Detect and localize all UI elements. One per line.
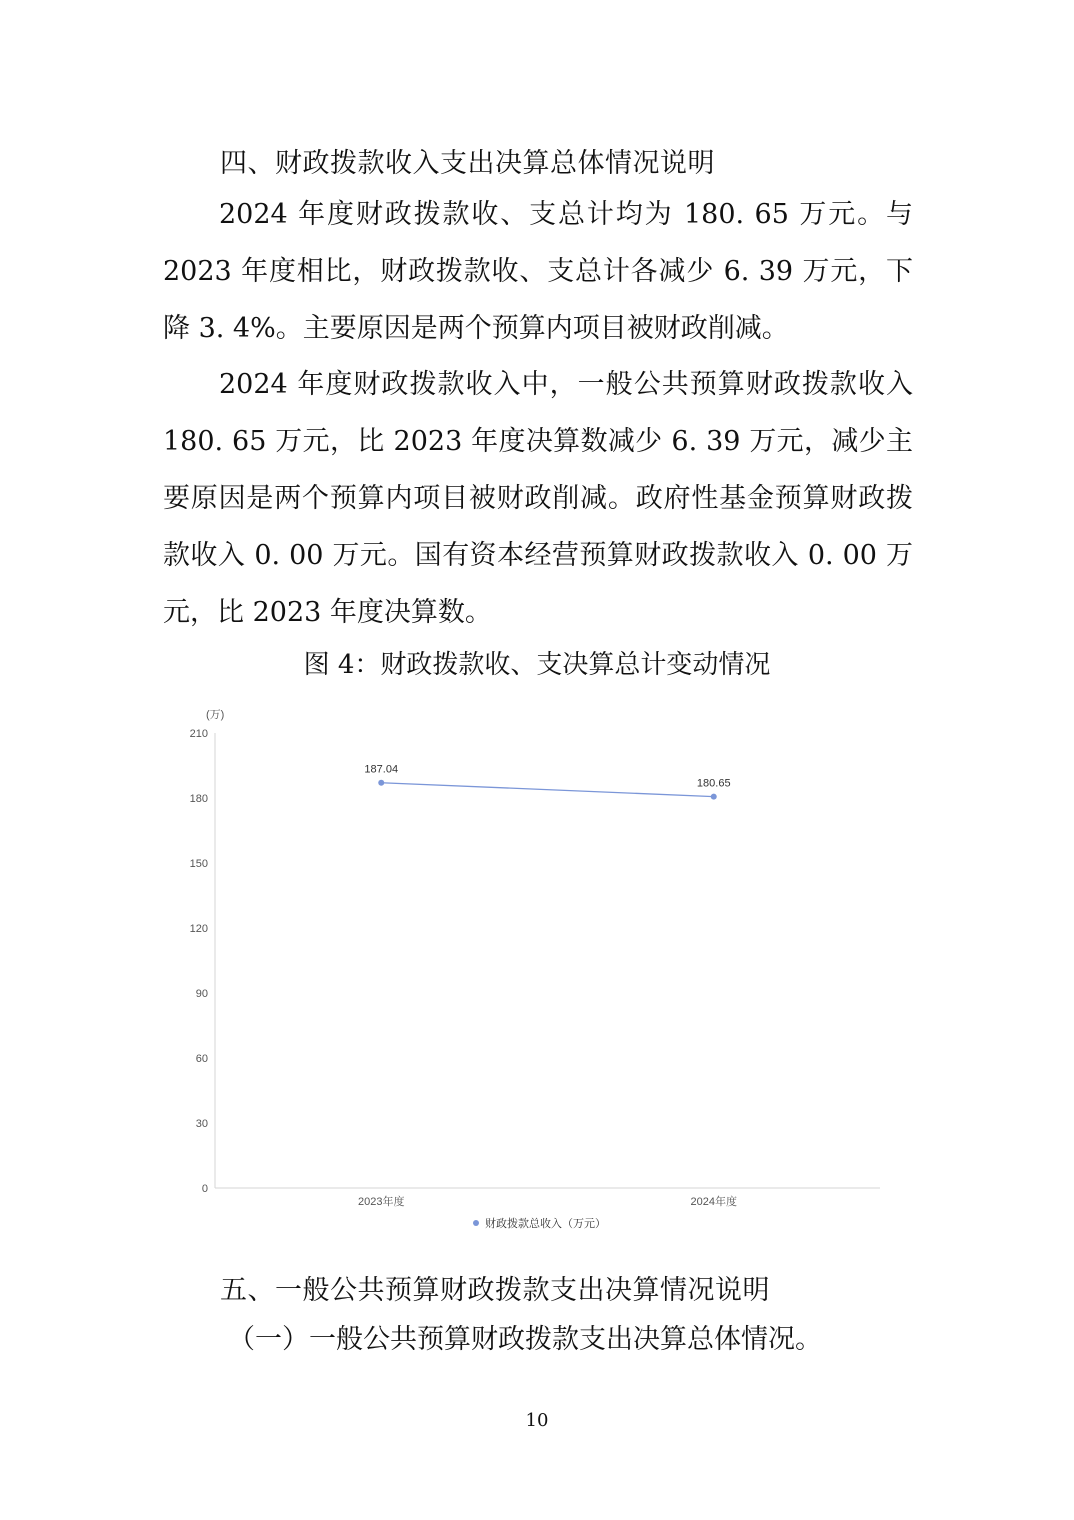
section-4-heading: 四、财政拨款收入支出决算总体情况说明 [220, 148, 715, 179]
legend-marker [473, 1220, 479, 1226]
series-line-group [364, 764, 730, 800]
chart-gridlines [215, 733, 880, 1188]
paragraph-1-text: 2024 年度财政拨款收、支总计均为 180. 65 万元。与 2023 年度相比，财政拨款收、支总计各减少 6. 39 万元，下降 3. 4%。主要原因是两个预算内项目被财政削减。 [163, 199, 913, 344]
data-label: 187.04 [364, 763, 399, 776]
x-tick-label: 2024年度 [690, 1196, 737, 1208]
y-tick-label: 0 [201, 1183, 208, 1195]
y-tick-label: 90 [195, 988, 208, 1000]
y-tick-label: 120 [189, 923, 208, 935]
figure-caption: 图 4：财政拨款收、支决算总计变动情况 [303, 650, 771, 680]
y-axis-unit-label: (万) [206, 709, 225, 721]
y-tick-label: 30 [195, 1118, 208, 1130]
x-axis-ticks [358, 1194, 737, 1208]
legend-label: 财政拨款总收入（万元） [485, 1218, 606, 1230]
paragraph-2-text: 2024 年度财政拨款收入中，一般公共预算财政拨款收入 180. 65 万元，比 2023 年度决算数减少 6. 39 万元，减少主要原因是两个预算内项目被财政削减。政府性基金预算财政拨款收入 0. 00 万元。国有资本经营预算财政拨款收入 0. 00 万元，比 2023 年度决算数。 [163, 369, 913, 628]
line-chart [160, 695, 920, 1240]
y-tick-label: 180 [189, 793, 208, 805]
data-label: 180.65 [696, 777, 731, 790]
y-axis-ticks [190, 728, 208, 1195]
y-tick-label: 210 [189, 728, 208, 740]
y-tick-label: 150 [189, 858, 208, 870]
data-point [711, 794, 717, 800]
y-tick-label: 60 [195, 1053, 208, 1065]
series-line [381, 783, 714, 797]
x-tick-label: 2023年度 [358, 1196, 405, 1208]
chart-legend [473, 1216, 606, 1230]
section-5-subheading: （一）一般公共预算财政拨款支出决算总体情况。 [228, 1324, 822, 1355]
section-5-heading: 五、一般公共预算财政拨款支出决算情况说明 [220, 1275, 770, 1306]
paragraph-2 [163, 356, 913, 641]
data-point [378, 780, 384, 786]
paragraph-1 [163, 186, 913, 357]
page-number: 10 [525, 1410, 549, 1431]
